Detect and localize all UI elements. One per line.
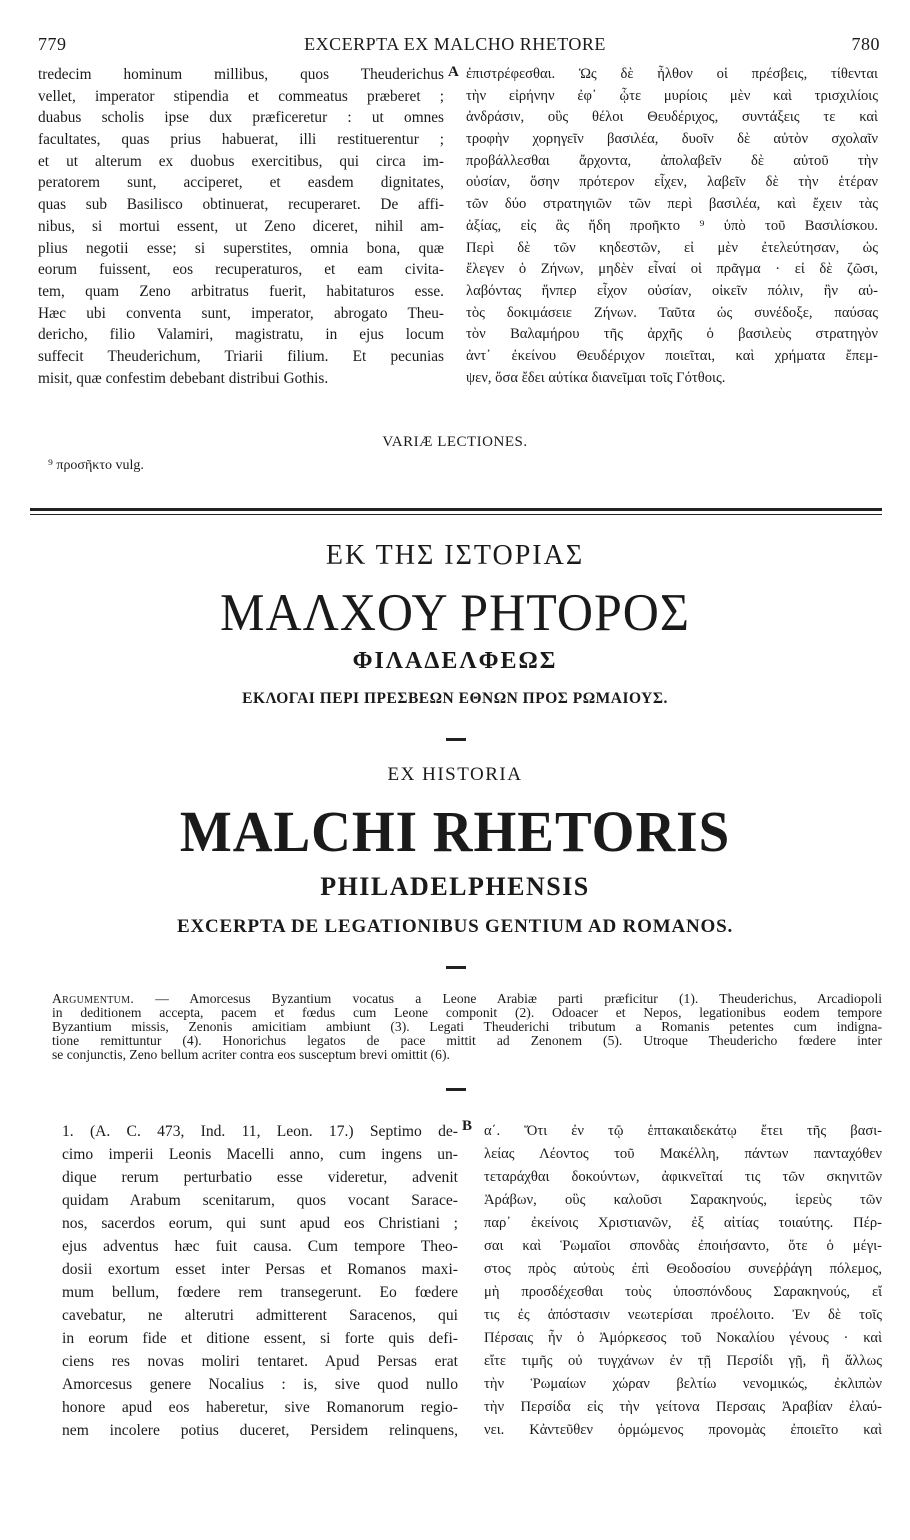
text-line: et ut alterum ex duobus exercitibus, qui circa im- xyxy=(38,152,444,170)
page-number-left: 779 xyxy=(38,34,67,54)
text-line: εἴτε τιμῆς οὐ τυγχάνων ἐν τῇ Περσίδι γῇ, ἢ ἄλλως xyxy=(484,1353,882,1369)
text-line: ἐπιστρέφεσθαι. Ὡς δὲ ἦλθον οἱ πρέσβεις, τίθενται xyxy=(466,66,878,82)
text-line: plius negotii esse; si superstites, omnia bona, quæ xyxy=(38,239,444,257)
latin-heading-author: MALCHI RHETORIS xyxy=(179,799,731,864)
text-line: λείας Λέοντος τοῦ Μακέλλη, πάντων πανταχόθεν xyxy=(484,1146,882,1162)
text-line: duabus scholis ipse dux præficeretur : ut omnes xyxy=(38,109,444,127)
text-line: nibus, si mortui essent, ut Zeno diceret, nihil am- xyxy=(38,217,444,235)
text-line: in eorum fide et ditione essent, si forte quis defi- xyxy=(62,1330,458,1347)
text-line: ejus adventus hæc fuit causa. Cum tempore Theo- xyxy=(62,1238,458,1255)
text-line: προβάλλεσθαι ἄρχοντα, ἀπολαβεῖν δὲ αὐτοῦ τὴν xyxy=(466,152,878,169)
text-line: 1. (A. C. 473, Ind. 11, Leon. 17.) Septimo de- xyxy=(62,1123,458,1140)
greek-heading-author: ΜΑΛΧΟΥ ΡΗΤΟΡΟΣ xyxy=(220,582,690,642)
top-latin-column xyxy=(38,64,444,389)
text-line: τὴν Ῥωμαίων χώραν βελτίω νενομικώς, ἐκλιπὼν xyxy=(484,1376,882,1392)
text-line: Amorcesus genere Nocalius : is, sive quod nullo xyxy=(62,1376,458,1393)
text-line: dosii exortum esset inter Persas et Romanos maxi- xyxy=(62,1261,458,1278)
text-line: quas sub Basilisco obtinuerat, recuperaret. De affi- xyxy=(38,196,444,214)
bottom-latin-column xyxy=(62,1120,458,1442)
text-line: ἔλεγεν ὁ Ζήνων, μηδὲν εἶναί οἱ πρᾶγμα · εἰ δὲ ζῶσι, xyxy=(466,261,878,278)
text-line: tredecim hominum millibus, quos Theuderichus xyxy=(38,66,444,83)
text-line: cimo imperii Leonis Macelli anno, cum ingens un- xyxy=(62,1146,458,1163)
text-line: σαι καὶ Ῥωμαῖοι σπονδὰς ἐποιήσαντο, ὅτε ὁ μέγι- xyxy=(484,1238,882,1254)
text-line: τεταράχθαι δοκούντων, ἀφικνεῖταί τις τῶν σκηνιτῶν xyxy=(484,1169,882,1185)
text-line: quidam Arabum scenitarum, quos vocant Sarace- xyxy=(62,1192,458,1209)
title-dash xyxy=(446,738,466,741)
argument-text: tione remittuntur (4). Honorichus legatos de pace mittit ad Zenonem (5). Utroque Theudericho fœdere inter xyxy=(52,1034,882,1048)
column-marker-a: A xyxy=(448,64,459,80)
text-line: οὐσίαν, ὅσην πρότερον εἶχεν, λαβεῖν δὲ τὴν ἑτέραν xyxy=(466,174,878,191)
title-dash xyxy=(446,1088,466,1091)
text-line: dique rerum perturbatio esse videretur, advenit xyxy=(62,1169,458,1186)
text-line: ἀνδράσιν, οὓς θέλοι Θευδέριχος, συντάξεις τε καὶ xyxy=(466,109,878,126)
latin-heading-origin: PHILADELPHENSIS xyxy=(320,872,590,901)
greek-heading-line1: ΕΚ ΤΗΣ ΙΣΤΟΡΙΑΣ xyxy=(325,540,585,571)
text-line: tem, quam Zeno arbitratus fuerit, habitaturos esse. xyxy=(38,282,444,300)
text-line: τὴν Περσίδα εἰς τὴν γείτονα Περσαις Ἀραβίαν ἐλαύ- xyxy=(484,1399,882,1415)
argument-text: se conjunctis, Zeno bellum acriter contra eos susceptum brevi omittit (6). xyxy=(52,1048,450,1062)
text-line: τὸς δοκιμάσειε Ζήνων. Ταῦτα ὡς συνέδοξε, παύσας xyxy=(466,304,878,321)
text-line: μὴ προσδέχεσθαι τοὺς ὑποσπόνδους Σαρακηνούς, εἴ xyxy=(484,1284,882,1300)
text-line: λαβόντας ἥνπερ εἶχον οὐσίαν, οἰκεῖν πόλιν, ἣν αὐ- xyxy=(466,282,878,299)
text-line: mum bellum, fœdere rem transegerunt. Eo fœdere xyxy=(62,1284,458,1301)
text-line: παρ᾽ ἐκείνοις Χριστιανῶν, ἐξ αἰτίας τοιαύτης. Πέρ- xyxy=(484,1215,882,1231)
text-line: misit, quæ confestim debebant distribui Gothis. xyxy=(38,369,329,387)
argument-text: — Amorcesus Byzantium vocatus a Leone Arabiæ parti præficitur (1). Theuderichus, Arcadiopoli xyxy=(134,992,882,1006)
text-line: Hæc ubi conventa sunt, imperator, abrogato Theu- xyxy=(38,304,444,322)
text-line: ψεν, ὅσα ἔδει αὐτίκα διανεῖμαι τοῖς Γότθοις. xyxy=(466,369,726,386)
text-line: eorum fuissent, eos recuperaturos, et eam civita- xyxy=(38,261,444,279)
running-head xyxy=(30,34,880,60)
argument-label: Argumentum. xyxy=(52,992,135,1006)
text-line: τὸν Βαλαμήρου τῆς ἀρχῆς ὁ βασιλεὺς στρατηγὸν xyxy=(466,326,878,343)
text-line: nem incolere potius duceret, Persidem relinquens, xyxy=(62,1422,458,1439)
text-line: ἀντ᾽ ἐκείνου Θευδέριχον ποιεῖται, καὶ χρήματα ἔπεμ- xyxy=(466,347,878,364)
greek-heading-subtitle: ΕΚΛΟΓΑΙ ΠΕΡΙ ΠΡΕΣΒΕΩΝ ΕΘΝΩΝ ΠΡΟΣ ΡΩΜΑΙΟΥΣ. xyxy=(242,690,668,707)
variae-lectiones-title: VARIÆ LECTIONES. xyxy=(382,434,528,450)
latin-heading-line1: EX HISTORIA xyxy=(387,764,523,785)
text-line: νει. Κἀντεῦθεν ὁρμώμενος προνομὰς ἐποιεῖτο καὶ xyxy=(484,1422,882,1438)
text-line: τὴν εἰρήνην ἐφ᾽ ᾧτε μυρίοις μὲν καὶ τρισχιλίοις xyxy=(466,87,878,104)
text-line: τις ἐς ἀπόστασιν νεωτερίσαι προέλοιτο. Ἐν δὲ τοῖς xyxy=(484,1307,882,1323)
text-line: facultates, quas prius habuerat, illi restituerentur ; xyxy=(38,131,444,149)
divider-rule-thick xyxy=(30,508,882,511)
text-line: nos, sacerdos eorum, qui sunt apud eos Christiani ; xyxy=(62,1215,458,1232)
text-line: cavebatur, ne alterutri admitterent Saracenos, qui xyxy=(62,1307,458,1324)
footnote: ⁹ προσῆκτο vulg. xyxy=(48,458,144,473)
text-line: suffecit Theuderichum, Triarii filium. Et pecunias xyxy=(38,347,444,365)
greek-heading-origin: ΦΙΛΑΔΕΛΦΕΩΣ xyxy=(352,648,558,674)
argument-text: Byzantium missis, Zenonis amicitiam ambiunt (3). Legati Theuderichi tributum a Romanis petentes cum indigna- xyxy=(52,1020,882,1034)
text-line: Περὶ δὲ τῶν κηδεστῶν, εἰ μὲν ἐτελεύτησαν, ὡς xyxy=(466,239,878,256)
text-line: honore apud eos haberetur, sive Romanorum regio- xyxy=(62,1399,458,1416)
bottom-greek-column xyxy=(484,1120,882,1442)
page-number-right: 780 xyxy=(851,34,880,54)
latin-heading-subtitle: EXCERPTA DE LEGATIONIBUS GENTIUM AD ROMANOS. xyxy=(176,916,733,937)
text-line: τῶν δύο στρατηγιῶν τῶν περὶ βασιλέα, καὶ ἔχειν τὰς xyxy=(466,196,878,213)
running-title: EXCERPTA EX MALCHO RHETORE xyxy=(304,34,606,54)
text-line: peratorem sunt, acciperet, et easdem dignitates, xyxy=(38,174,444,192)
argument-summary xyxy=(52,992,882,1062)
text-line: vellet, imperator stipendia et commeatus præberet ; xyxy=(38,87,444,105)
text-line: Ἀράβων, οὓς καλοῦσι Σαρακηνούς, ἱερεὺς τῶν xyxy=(484,1192,882,1208)
text-line: α΄. Ὅτι ἐν τῷ ἑπτακαιδεκάτῳ ἔτει τῆς βασι- xyxy=(484,1123,882,1139)
text-line: Πέρσαις ἦν ὁ Ἀμόρκεσος τοῦ Νοκαλίου γένους · καὶ xyxy=(484,1330,882,1346)
top-greek-column xyxy=(466,64,878,389)
text-line: στος πρὸς αὐτοὺς ἐπὶ Θεοδοσίου συνεῤῥάγη πόλεμος, xyxy=(484,1261,882,1277)
text-line: ἀξίας, εἰς ἃς ἤδη προῆκτο ⁹ ὑπὸ τοῦ Βασιλίσκου. xyxy=(466,217,878,234)
text-line: dericho, filio Valamiri, magistratu, in ejus locum xyxy=(38,326,444,344)
title-dash xyxy=(446,966,466,969)
text-line: τροφὴν χορηγεῖν βασιλέα, δυοῖν δὲ αὐτὸν σχολαῖν xyxy=(466,131,878,148)
divider-rule-thin xyxy=(30,514,882,515)
text-line: ciens res novas moliri tentaret. Apud Persas erat xyxy=(62,1353,458,1370)
column-marker-b: B xyxy=(462,1118,473,1134)
argument-text: in deditionem accepta, pacem et fœdus cum Leone componit (2). Odoacer et Nepos, legationibus eodem tempore xyxy=(52,1006,882,1020)
